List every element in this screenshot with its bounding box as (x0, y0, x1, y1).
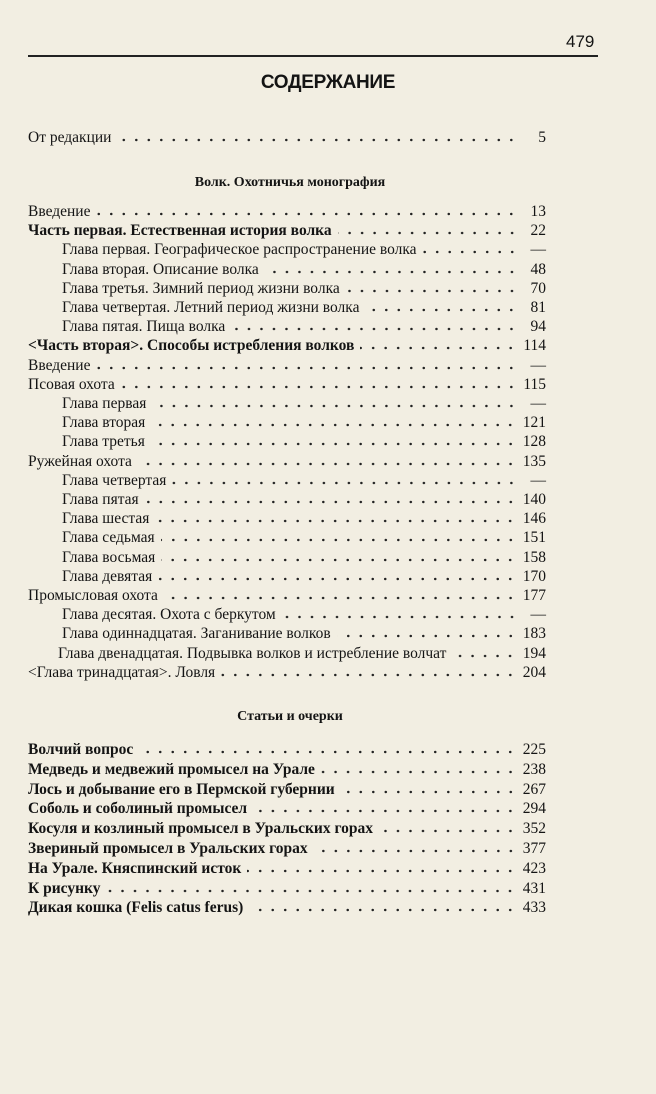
toc-entry[interactable] (28, 859, 546, 879)
toc-entry[interactable] (28, 605, 546, 624)
entry-label: Глава седьмая (62, 529, 155, 547)
entry-label: Глава пятая (62, 491, 139, 509)
toc-entry[interactable] (28, 586, 546, 605)
toc-entry[interactable] (28, 298, 546, 317)
entry-page: 225 (522, 741, 546, 758)
toc-intro (28, 129, 546, 147)
toc-entry[interactable] (28, 202, 546, 221)
entry-label: Лось и добывание его в Пермской губернии (28, 780, 335, 798)
entry-page: — (530, 356, 546, 374)
toc-entry[interactable] (28, 528, 546, 547)
dot-leader (360, 346, 517, 350)
entry-label: Глава третья. Зимний период жизни волка (62, 279, 340, 297)
dot-leader (145, 500, 517, 504)
entry-page: 423 (522, 859, 546, 877)
toc-entry[interactable] (28, 356, 546, 375)
entry-page: 294 (522, 800, 546, 818)
dot-leader (151, 442, 517, 446)
entry-page: 140 (522, 491, 546, 509)
toc-entry[interactable] (28, 260, 546, 279)
section-heading-wolf: Волк. Охотничья монография (194, 175, 386, 190)
entry-label: Глава девятая (62, 567, 153, 585)
entry-label: Волчий вопрос (28, 741, 134, 758)
toc-entry[interactable] (28, 221, 546, 240)
dot-leader (253, 809, 517, 813)
entry-label: Звериный промысел в Уральских горах (28, 839, 308, 857)
page-number: 479 (566, 32, 595, 51)
toc-entry[interactable] (28, 879, 546, 899)
entry-page: 183 (522, 625, 546, 643)
entry-label: Соболь и соболиный промысел (28, 800, 248, 818)
dot-leader (282, 615, 518, 619)
entry-page: 128 (522, 433, 546, 451)
dot-leader (172, 481, 518, 485)
entry-page: 238 (522, 760, 546, 778)
entry-page: 267 (522, 780, 546, 798)
entry-page: 135 (522, 452, 546, 470)
page-title: СОДЕРЖАНИЕ (260, 72, 396, 93)
entry-page: 13 (530, 203, 546, 220)
toc-entry[interactable] (28, 452, 546, 471)
entry-label: Глава шестая (62, 510, 150, 528)
entry-page: 81 (530, 299, 546, 317)
dot-leader (138, 462, 517, 466)
entry-label: Глава восьмая (62, 548, 156, 566)
entry-label: Глава двенадцатая. Подвывка волков и истребление волчат (58, 644, 447, 662)
section-heading-articles: Статьи и очерки (237, 709, 343, 724)
dot-leader (346, 289, 518, 293)
entry-label: К рисунку (28, 879, 101, 897)
toc-entry[interactable] (28, 663, 546, 682)
entry-page: 151 (522, 529, 546, 547)
entry-label: Часть первая. Естественная история волка (28, 222, 332, 240)
dot-leader (379, 829, 517, 833)
entry-page: 177 (522, 587, 546, 605)
entry-page: 5 (538, 129, 546, 146)
toc-entry[interactable] (28, 279, 546, 298)
entry-label: На Урале. Княспинский исток (28, 859, 242, 877)
dot-leader (338, 231, 518, 235)
entry-page: — (530, 395, 546, 413)
entry-label: От редакции (28, 129, 112, 146)
entry-page: 22 (530, 222, 546, 240)
dot-leader (231, 327, 518, 331)
entry-label: Глава третья (62, 433, 145, 451)
dot-leader (158, 577, 516, 581)
dot-leader (423, 250, 518, 254)
dot-leader (152, 404, 518, 408)
dot-leader (139, 750, 516, 754)
toc-entry[interactable] (28, 898, 546, 918)
toc-entry[interactable] (28, 567, 546, 586)
entry-page: 377 (522, 839, 546, 857)
toc-entry[interactable] (28, 760, 546, 780)
dot-leader (151, 423, 516, 427)
entry-label: Введение (28, 203, 91, 220)
entry-page: 48 (530, 260, 546, 278)
entry-label: Косуля и козлиный промысел в Уральских горах (28, 820, 374, 838)
toc-entry[interactable] (28, 740, 546, 760)
dot-leader (249, 908, 516, 912)
entry-page: 352 (522, 820, 546, 838)
dot-leader (106, 889, 516, 893)
entry-label: <Глава тринадцатая>. Ловля (28, 663, 216, 681)
entry-page: 158 (522, 548, 546, 566)
toc-entry[interactable] (28, 336, 546, 355)
toc-entry[interactable] (28, 471, 546, 490)
dot-leader (96, 212, 518, 216)
toc-entry[interactable] (28, 799, 546, 819)
toc-part2 (28, 740, 546, 918)
entry-page: 170 (522, 567, 546, 585)
entry-page: 431 (522, 879, 546, 897)
toc-entry[interactable] (28, 394, 546, 413)
entry-label: Дикая кошка (Felis catus ferus) (28, 899, 244, 917)
toc-entry[interactable] (28, 413, 546, 432)
entry-label: Глава десятая. Охота с беркутом (62, 606, 276, 624)
entry-page: 146 (522, 510, 546, 528)
entry-label: Медведь и медвежий промысел на Урале (28, 760, 315, 778)
entry-page: 114 (523, 337, 546, 355)
entry-label: Глава одиннадцатая. Заганивание волков (62, 625, 331, 643)
toc-part1 (28, 202, 546, 682)
dot-leader (265, 270, 518, 274)
dot-leader (314, 849, 517, 853)
entry-page: 94 (530, 318, 546, 336)
dot-leader (247, 869, 516, 873)
dot-leader (96, 366, 518, 370)
entry-page: — (530, 606, 546, 624)
dot-leader (164, 596, 517, 600)
entry-label: Глава четвертая (62, 471, 167, 489)
entry-label: Ружейная охота (28, 452, 132, 470)
header-rule (28, 55, 598, 57)
entry-page: — (530, 241, 546, 259)
dot-leader (341, 790, 517, 794)
dot-leader (321, 770, 517, 774)
dot-leader (121, 385, 518, 389)
toc-entry[interactable] (28, 129, 546, 147)
toc-entry[interactable] (28, 490, 546, 509)
toc-entry[interactable] (28, 780, 546, 800)
toc-entry[interactable] (28, 509, 546, 528)
toc-entry[interactable] (28, 644, 546, 663)
entry-label: Введение (28, 356, 91, 374)
toc-entry[interactable] (28, 317, 546, 336)
dot-leader (365, 308, 518, 312)
entry-page: 115 (523, 375, 546, 393)
entry-label: Глава вторая (62, 414, 146, 432)
dot-leader (161, 558, 516, 562)
toc-entry[interactable] (28, 839, 546, 859)
dot-leader (221, 673, 517, 677)
entry-label: Глава вторая. Описание волка (62, 260, 259, 278)
toc-entry[interactable] (28, 548, 546, 567)
entry-page: 204 (522, 663, 546, 681)
entry-label: Глава первая. Географическое распространение волка (62, 241, 417, 259)
toc-entry[interactable] (28, 624, 546, 643)
toc-entry[interactable] (28, 432, 546, 451)
dot-leader (452, 654, 516, 658)
toc-entry[interactable] (28, 375, 546, 394)
dot-leader (337, 634, 517, 638)
entry-page: 194 (522, 644, 546, 662)
toc-entry[interactable] (28, 819, 546, 839)
entry-label: Глава пятая. Пища волка (62, 318, 226, 336)
entry-page: 433 (522, 899, 546, 917)
dot-leader (155, 519, 516, 523)
dot-leader (117, 138, 518, 142)
entry-label: <Часть вторая>. Способы истребления волков (28, 337, 355, 355)
entry-page: 70 (530, 279, 546, 297)
toc-entry[interactable] (28, 240, 546, 259)
entry-page: 121 (522, 414, 546, 432)
entry-label: Промысловая охота (28, 587, 158, 605)
entry-label: Псовая охота (28, 375, 115, 393)
entry-label: Глава первая (62, 395, 147, 413)
entry-page: — (530, 471, 546, 489)
entry-label: Глава четвертая. Летний период жизни волка (62, 299, 360, 317)
dot-leader (161, 538, 517, 542)
